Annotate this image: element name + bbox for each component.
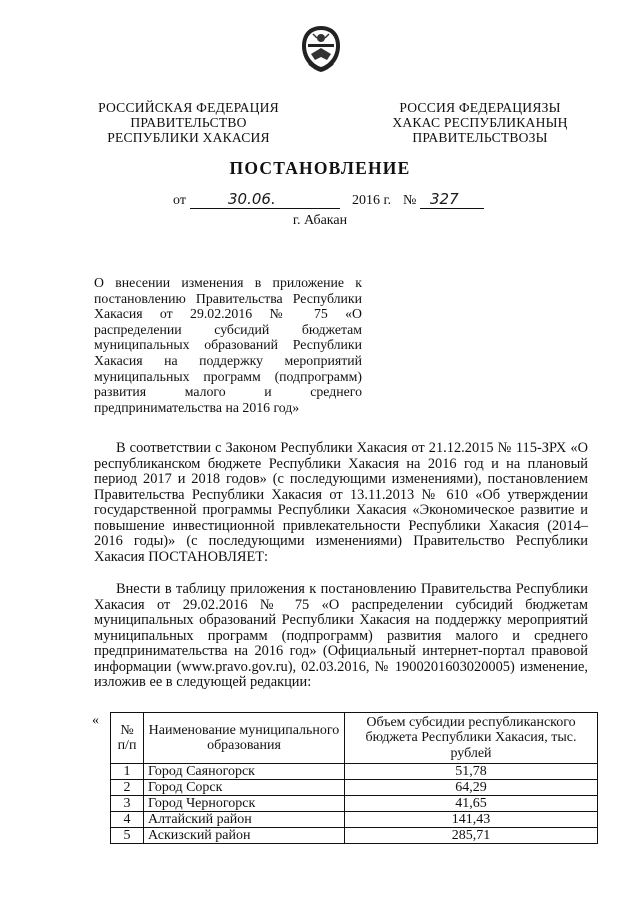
- header-right-line: ПРАВИТЕЛЬСТВОЗЫ: [412, 130, 548, 145]
- row-subsidy: 41,65: [345, 796, 598, 812]
- table-row: [111, 796, 598, 812]
- row-number: 3: [111, 796, 144, 812]
- resolution-paragraph: Внести в таблицу приложения к постановлению Правительства Республики Хакасия от 29.02.2016 № 75 «О распределении субсидий бюджетам муниципальных образований Республики Хакасия на поддержку мероприятий муниципальных программ (подпрограмм) развития малого и среднего предпринимательства на 2016 год» (Официальный интернет-портал правовой информации (www.pravo.gov.ru), 02.03.2016, № 1900201603020005) изменение, изложив ее в следующей редакции:: [94, 581, 588, 690]
- subject-block: О внесении изменения в приложение к постановлению Правительства Республики Хакасия от 29.02.2016 № 75 «О распределении субсидий бюджетам муниципальных образований Республики Хакасия на поддержку мероприятий муниципальных программ (подпрограмм) развития малого и среднего предпринимательства на 2016 год»: [94, 275, 362, 415]
- header-left-line: ПРАВИТЕЛЬСТВО: [130, 115, 247, 130]
- date-prefix: от: [173, 193, 186, 208]
- header-subsidy: Объем субсидии республиканского бюджета Республики Хакасия, тыс. рублей: [345, 713, 598, 764]
- coat-of-arms-emblem: [299, 24, 343, 74]
- row-number: 4: [111, 812, 144, 828]
- document-number: 327: [430, 190, 459, 208]
- document-title: ПОСТАНОВЛЕНИЕ: [229, 158, 411, 178]
- year-label: 2016 г.: [352, 193, 392, 208]
- table-row: [111, 828, 598, 844]
- row-number: 5: [111, 828, 144, 844]
- number-label: №: [403, 193, 417, 208]
- table-row: [111, 812, 598, 828]
- header-left-line: РОССИЙСКАЯ ФЕДЕРАЦИЯ: [98, 100, 279, 115]
- row-subsidy: 64,29: [345, 780, 598, 796]
- preamble-paragraph: В соответствии с Законом Республики Хакасия от 21.12.2015 № 115-ЗРХ «О республиканском бюджете Республики Хакасия на 2016 год и на плановый период 2017 и 2018 годов» (с последующими изменениями), постановлением Правительства Республики Хакасия от 13.11.2013 № 610 «Об утверждении государственной программы Республики Хакасия «Экономическое развитие и повышение инвестиционной привлекательности Республики Хакасия (2014–2016 годы)» (с последующими изменениями) Правительство Республики Хакасия ПОСТАНОВЛЯЕТ:: [94, 440, 588, 565]
- header-municipality: Наименование муниципального образования: [144, 713, 345, 764]
- opening-quote-mark: «: [92, 713, 99, 728]
- table-header-row: [111, 713, 598, 764]
- date-underline: [190, 208, 340, 209]
- row-subsidy: 51,78: [345, 764, 598, 780]
- row-subsidy: 141,43: [345, 812, 598, 828]
- date-value: 30.06.: [228, 190, 276, 208]
- city-label: г. Абакан: [292, 213, 348, 228]
- table-row: [111, 780, 598, 796]
- number-underline: [420, 208, 484, 209]
- header-left-line: РЕСПУБЛИКИ ХАКАСИЯ: [107, 130, 270, 145]
- header-right-line: ХАКАС РЕСПУБЛИКАНЫҢ: [392, 115, 568, 130]
- row-municipality: Алтайский район: [144, 812, 345, 828]
- row-municipality: Аскизский район: [144, 828, 345, 844]
- subsidy-table: [110, 712, 598, 844]
- header-left: [96, 100, 281, 145]
- header-right-line: РОССИЯ ФЕДЕРАЦИЯЗЫ: [399, 100, 561, 115]
- row-municipality: Город Черногорск: [144, 796, 345, 812]
- row-number: 1: [111, 764, 144, 780]
- header-number: № п/п: [111, 713, 144, 764]
- table-row: [111, 764, 598, 780]
- row-subsidy: 285,71: [345, 828, 598, 844]
- row-municipality: Город Сорск: [144, 780, 345, 796]
- header-right: [380, 100, 580, 145]
- row-municipality: Город Саяногорск: [144, 764, 345, 780]
- row-number: 2: [111, 780, 144, 796]
